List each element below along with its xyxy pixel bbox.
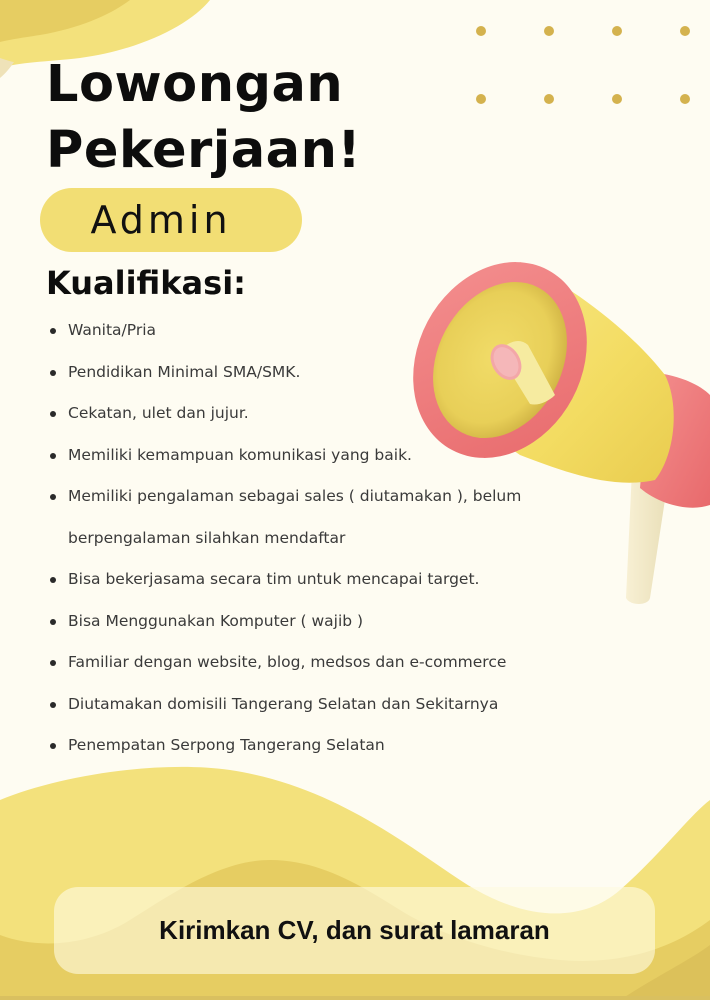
bullet-icon: [50, 743, 56, 749]
bullet-icon: [50, 660, 56, 666]
bullet-icon: [50, 453, 56, 459]
list-item: Penempatan Serpong Tangerang Selatan: [44, 725, 564, 767]
list-item: Bisa bekerjasama secara tim untuk mencapai target.: [44, 559, 564, 601]
qualifications-list: [44, 310, 564, 767]
list-item: Familiar dengan website, blog, medsos dan e-commerce: [44, 642, 564, 684]
title-line-1: Lowongan: [46, 55, 344, 114]
bullet-icon: [50, 411, 56, 417]
bullet-icon: [50, 494, 56, 500]
cta-box: [54, 887, 655, 974]
list-item: Pendidikan Minimal SMA/SMK.: [44, 352, 564, 394]
title-line-2: Pekerjaan!: [46, 121, 362, 180]
list-item: Diutamakan domisili Tangerang Selatan dan Sekitarnya: [44, 684, 564, 726]
cta-text: Kirimkan CV, dan surat lamaran: [159, 915, 550, 945]
list-item: Memiliki kemampuan komunikasi yang baik.: [44, 435, 564, 477]
bullet-icon: [50, 619, 56, 625]
bullet-icon: [50, 370, 56, 376]
qualifications-heading: Kualifikasi:: [46, 264, 246, 302]
position-badge: [40, 188, 302, 252]
page-title: [46, 52, 361, 184]
list-item: Memiliki pengalaman sebagai sales ( diutamakan ), belum berpengalaman silahkan mendaftar: [44, 476, 568, 559]
position-label: Admin: [90, 198, 232, 242]
list-item: Bisa Menggunakan Komputer ( wajib ): [44, 601, 564, 643]
bullet-icon: [50, 577, 56, 583]
list-item: Wanita/Pria: [44, 310, 564, 352]
bullet-icon: [50, 702, 56, 708]
bullet-icon: [50, 328, 56, 334]
list-item: Cekatan, ulet dan jujur.: [44, 393, 564, 435]
